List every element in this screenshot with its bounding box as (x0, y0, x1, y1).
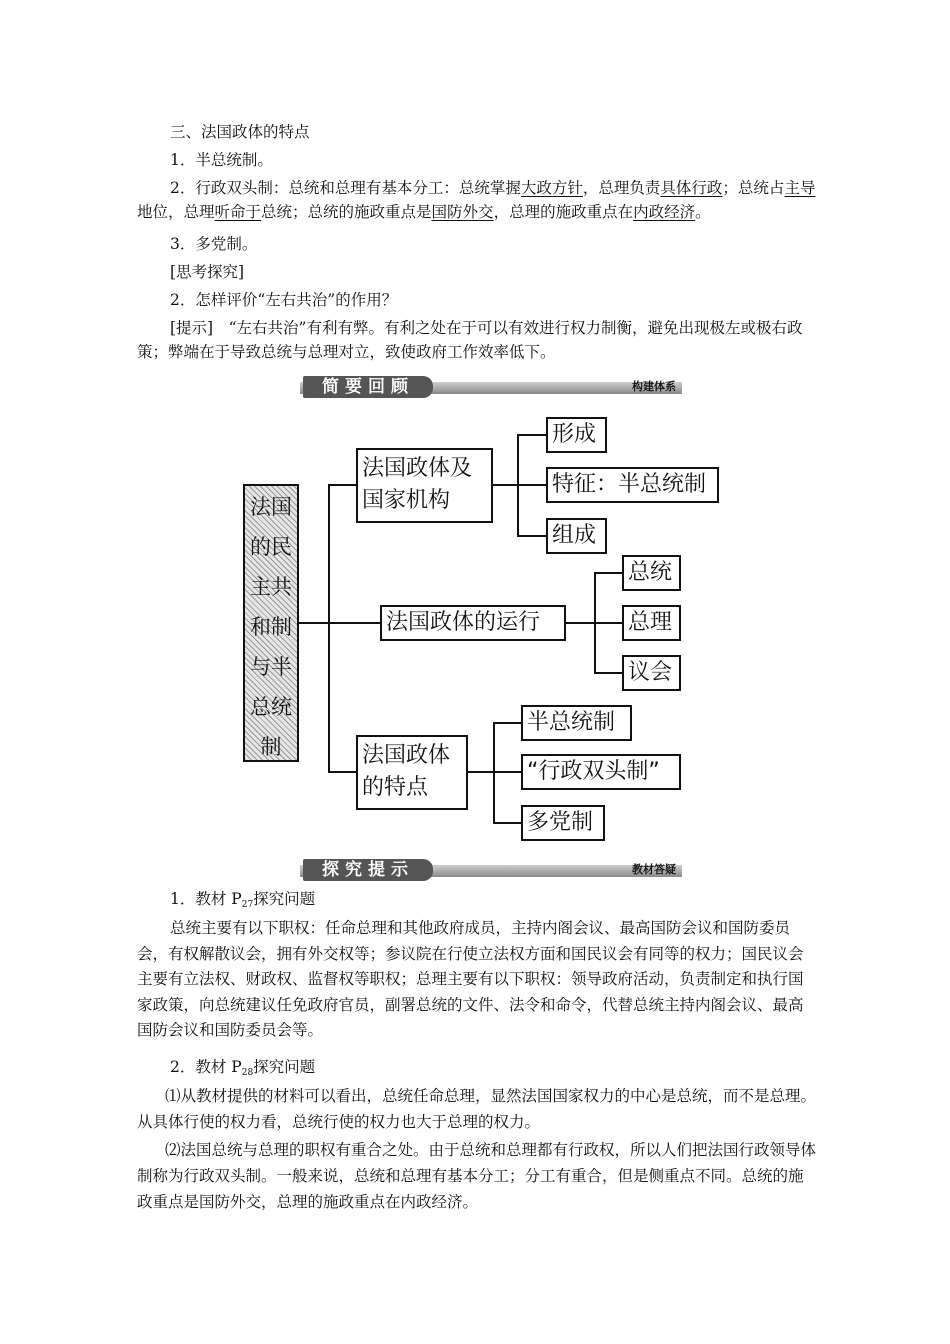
section-banner (300, 859, 682, 881)
leaf-node: 半总统制 (521, 705, 632, 741)
list-item: 2．行政双头制：总统和总理有基本分工：总统掌握大政方针，总理负责具体行政；总统占主导地位，总理听命于总统；总统的施政重点是国防外交，总理的施政重点在内政经济。 (137, 179, 816, 221)
question-title: 2．教材 $P_{28}$探究问题 (170, 1058, 316, 1078)
branch-node-features (356, 735, 468, 810)
root-line: 主共 (250, 575, 292, 599)
root-line: 与半 (250, 655, 292, 679)
node-line: 法国政体 (362, 743, 451, 768)
think-question: 2．怎样评价“左右共治”的作用？ (170, 291, 398, 309)
banner-subtitle: 教材答疑 (632, 863, 676, 876)
root-line: 的民 (250, 535, 292, 559)
banner-title: 探究提示 (303, 859, 433, 881)
list-item: 1．半总统制。 (170, 151, 273, 169)
answer-paragraph: ⑵法国总统与总理的职权有重合之处。由于总统和总理都有行政权，所以人们把法国行政领导体制称为行政双头制。一般来说，总统和总理有基本分工；分工有重合，但是侧重点不同。总统的施政重点是国防外交，总理的施政重点在内政经济。 (137, 1141, 817, 1211)
leaf-node: 总统 (622, 555, 681, 591)
node-line: 的特点 (362, 775, 429, 800)
leaf-node: 特征：半总统制 (546, 467, 719, 503)
banner-title: 简要回顾 (303, 376, 433, 398)
list-item: 3．多党制。 (170, 235, 258, 253)
branch-node-operation: 法国政体的运行 (380, 605, 566, 641)
leaf-node: 多党制 (521, 805, 605, 841)
node-line: 国家机构 (362, 488, 451, 513)
node-line: 法国政体及 (362, 456, 473, 481)
banner-subtitle: 构建体系 (632, 380, 676, 393)
question-title: 1．教材 $P_{27}$探究问题 (170, 890, 316, 910)
branch-node-institutions (356, 448, 493, 523)
answer-paragraph: 总统主要有以下职权：任命总理和其他政府成员，主持内阁会议、最高国防会议和国防委员会，有权解散议会，拥有外交权等；参议院在行使立法权方面和国民议会有同等的权力；国民议会主要有立法权、财政权、监督权等职权；总理主要有以下职权：领导政府活动，负责制定和执行国家政策，向总统建议任免政府官员，副署总统的文件、法令和命令，代替总统主持内阁会议、最高国防会议和国防委员会等。 (137, 919, 804, 1039)
diagram-root-node (243, 484, 299, 762)
root-line: 和制 (250, 615, 292, 639)
section-banner (300, 376, 682, 398)
answer-paragraph: ⑴从教材提供的材料可以看出，总统任命总理，显然法国国家权力的中心是总统，而不是总理。从具体行使的权力看，总统行使的权力也大于总理的权力。 (137, 1087, 817, 1131)
root-line: 制 (260, 735, 282, 759)
root-line: 总统 (250, 695, 292, 719)
leaf-node: “行政双头制” (521, 754, 681, 790)
think-answer: [提示] “左右共治”有利有弊。有利之处在于可以有效进行权力制衡，避免出现极左或极右政策；弊端在于导致总统与总理对立，致使政府工作效率低下。 (137, 319, 803, 361)
root-line: 法国 (250, 495, 292, 519)
leaf-node: 形成 (546, 417, 607, 453)
section-heading: 三、法国政体的特点 (170, 123, 310, 141)
think-label: [思考探究] (170, 263, 245, 281)
leaf-node: 议会 (622, 655, 681, 691)
leaf-node: 总理 (622, 605, 681, 641)
leaf-node: 组成 (546, 518, 607, 554)
